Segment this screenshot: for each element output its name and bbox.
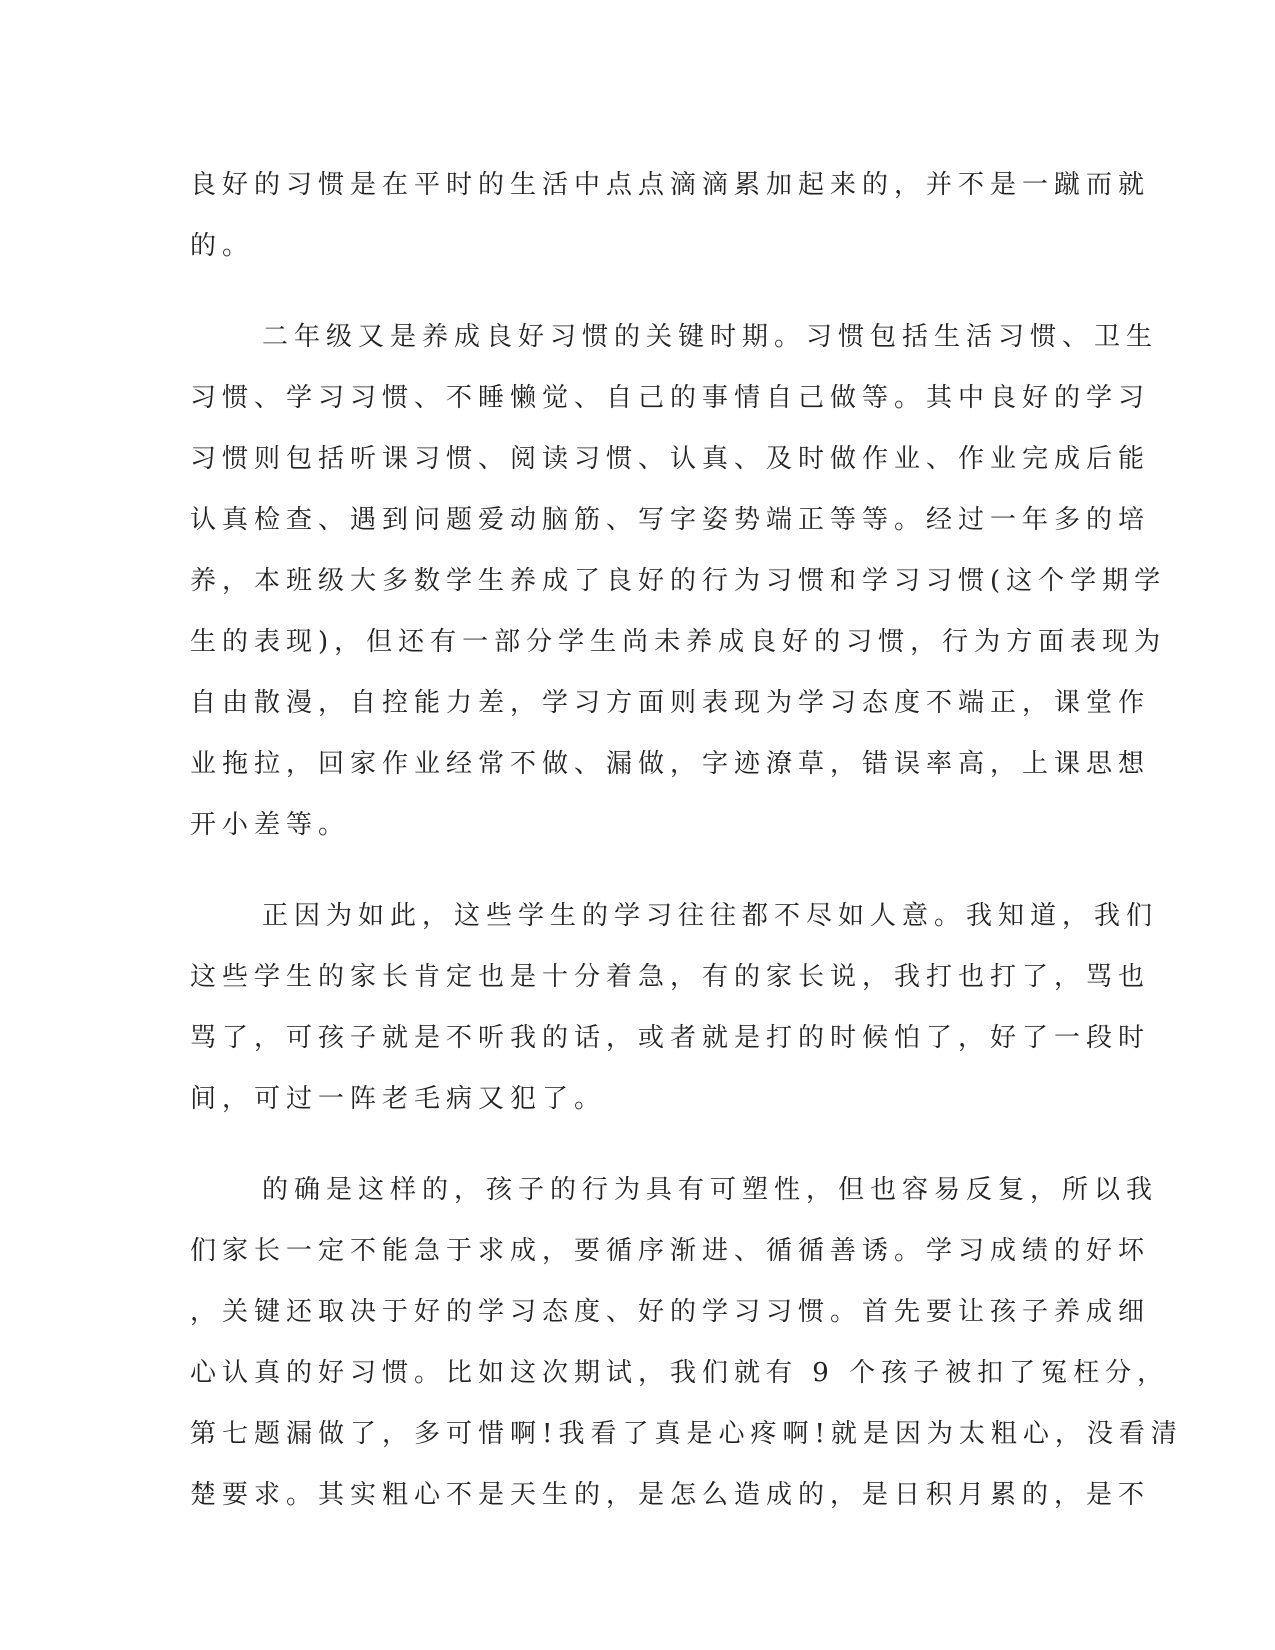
text-line: 习惯则包括听课习惯、阅读习惯、认真、及时做作业、作业完成后能 xyxy=(190,444,1151,474)
paragraph-3 xyxy=(190,886,1159,1130)
text-line: 楚要求。其实粗心不是天生的，是怎么造成的，是日积月累的，是不 xyxy=(190,1480,1151,1510)
text-line: 的确是这样的，孩子的行为具有可塑性，但也容易反复，所以我 xyxy=(262,1175,1159,1205)
text-line: 良好的习惯是在平时的生活中点点滴滴累加起来的，并不是一蹴而就 xyxy=(190,170,1151,200)
text-line: 们家长一定不能急于求成，要循序渐进、循循善诱。学习成绩的好坏 xyxy=(190,1236,1151,1266)
text-line: 这些学生的家长肯定也是十分着急，有的家长说，我打也打了，骂也 xyxy=(190,962,1151,992)
text-line: 骂了，可孩子就是不听我的话，或者就是打的时候怕了，好了一段时 xyxy=(190,1023,1151,1053)
text-line: 自由散漫，自控能力差，学习方面则表现为学习态度不端正，课堂作 xyxy=(190,688,1151,718)
text-line: 心认真的好习惯。比如这次期试，我们就有 9 个孩子被扣了冤枉分， xyxy=(190,1358,1170,1388)
paragraph-1 xyxy=(190,155,1151,277)
text-line: 生的表现)，但还有一部分学生尚未养成良好的习惯，行为方面表现为 xyxy=(190,627,1167,657)
document-body xyxy=(190,155,1183,1526)
text-line: 间，可过一阵老毛病又犯了。 xyxy=(190,1084,607,1114)
text-line: 认真检查、遇到问题爱动脑筋、写字姿势端正等等。经过一年多的培 xyxy=(190,505,1151,535)
text-line: ，关键还取决于好的学习态度、好的学习习惯。首先要让孩子养成细 xyxy=(190,1297,1151,1327)
text-line: 习惯、学习习惯、不睡懒觉、自己的事情自己做等。其中良好的学习 xyxy=(190,383,1151,413)
paragraph-2 xyxy=(190,307,1167,856)
text-line: 正因为如此，这些学生的学习往往都不尽如人意。我知道，我们 xyxy=(262,901,1159,931)
text-line: 第七题漏做了，多可惜啊!我看了真是心疼啊!就是因为太粗心，没看清 xyxy=(190,1419,1183,1449)
text-line: 业拖拉，回家作业经常不做、漏做，字迹潦草，错误率高，上课思想 xyxy=(190,749,1151,779)
text-line: 开小差等。 xyxy=(190,810,351,840)
text-line: 二年级又是养成良好习惯的关键时期。习惯包括生活习惯、卫生 xyxy=(262,322,1159,352)
text-line: 养，本班级大多数学生养成了良好的行为习惯和学习习惯(这个学期学 xyxy=(190,566,1167,596)
text-line: 的。 xyxy=(190,231,255,261)
paragraph-4 xyxy=(190,1160,1183,1526)
